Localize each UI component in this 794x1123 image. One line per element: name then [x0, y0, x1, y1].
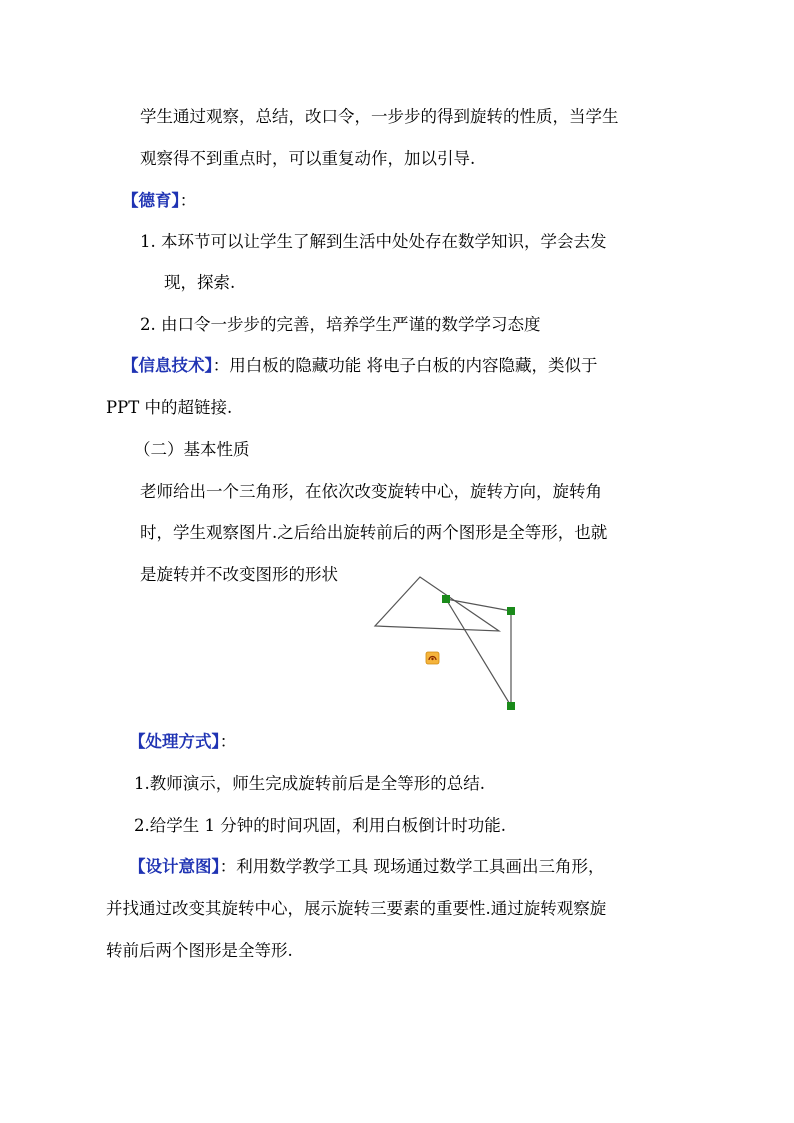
xinxi-paragraph-line-2: PPT 中的超链接. — [106, 398, 233, 417]
xinxi-paragraph-line-1 — [122, 355, 598, 377]
deyu-heading — [122, 190, 196, 212]
vertex-handle-c[interactable] — [507, 702, 515, 710]
sheji-paragraph-line-2: 并找通过改变其旋转中心，展示旋转三要素的重要性.通过旋转观察旋 — [106, 899, 607, 918]
sheji-paragraph-line-3: 转前后两个图形是全等形. — [106, 941, 293, 960]
deyu-item-1-continuation: 现，探索. — [164, 273, 236, 292]
deyu-item-1 — [140, 231, 607, 253]
deyu-colon: ： — [179, 191, 197, 210]
section-2-heading: （二）基本性质 — [134, 440, 250, 459]
sheji-text: ：利用数学教学工具 现场通过数学工具画出三角形， — [219, 857, 605, 876]
chuli-colon: ： — [219, 732, 237, 751]
intro-line-1: 学生通过观察，总结，改口令，一步步的得到旋转的性质，当学生 — [140, 107, 619, 126]
vertex-handle-a[interactable] — [442, 595, 450, 603]
rotate-handle-icon[interactable] — [426, 652, 439, 664]
rotation-figure — [360, 570, 530, 720]
deyu-item-1-number: 1. — [140, 232, 156, 251]
vertex-handle-b[interactable] — [507, 607, 515, 615]
chuli-label: 【处理方式】 — [129, 732, 220, 751]
sheji-paragraph-line-1 — [129, 856, 605, 878]
section-2-line-3: 是旋转并不改变图形的形状 — [140, 565, 338, 584]
original-triangle — [375, 577, 499, 631]
deyu-item-2-number: 2. — [140, 315, 156, 334]
sheji-label: 【设计意图】 — [129, 857, 220, 876]
deyu-item-2-text: 由口令一步步的完善，培养学生严谨的数学学习态度 — [161, 315, 541, 334]
chuli-item-2: 2.给学生 1 分钟的时间巩固，利用白板倒计时功能. — [134, 816, 506, 835]
section-2-line-2: 时，学生观察图片.之后给出旋转前后的两个图形是全等形，也就 — [140, 523, 608, 542]
deyu-item-1-text: 本环节可以让学生了解到生活中处处存在数学知识，学会去发 — [161, 232, 607, 251]
chuli-heading — [129, 731, 236, 753]
xinxi-text: ：用白板的隐藏功能 将电子白板的内容隐藏，类似于 — [212, 356, 598, 375]
section-2-line-1: 老师给出一个三角形，在依次改变旋转中心，旋转方向，旋转角 — [140, 482, 602, 501]
rotated-triangle — [446, 599, 511, 706]
chuli-item-1: 1.教师演示，师生完成旋转前后是全等形的总结. — [134, 774, 485, 793]
xinxi-label: 【信息技术】 — [122, 356, 213, 375]
deyu-item-2 — [140, 314, 541, 336]
deyu-label: 【德育】 — [122, 191, 180, 210]
intro-line-2: 观察得不到重点时，可以重复动作，加以引导. — [140, 149, 476, 168]
